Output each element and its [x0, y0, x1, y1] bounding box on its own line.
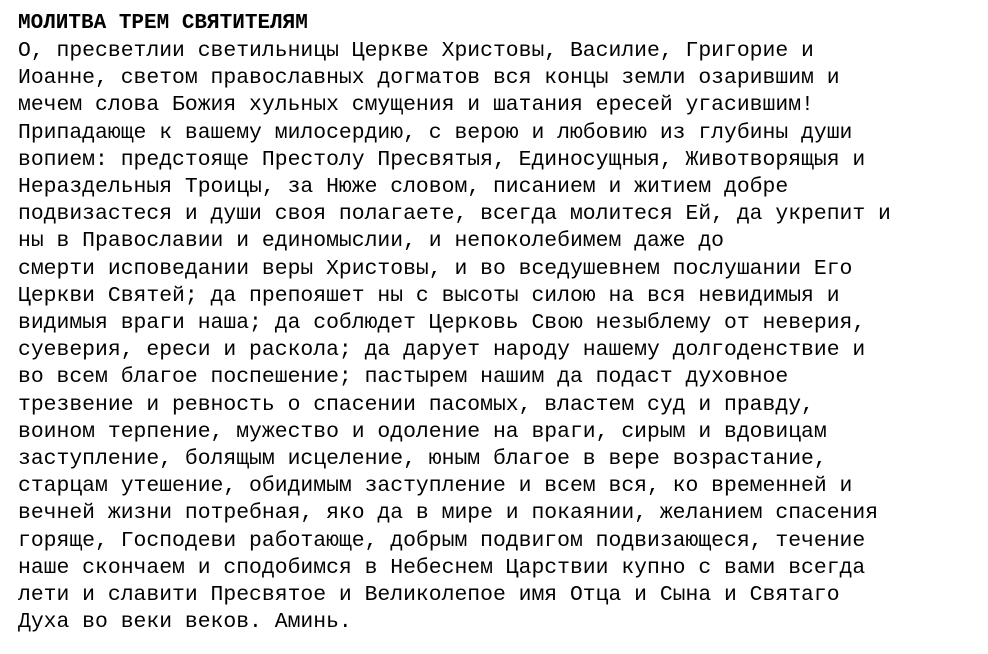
prayer-title: МОЛИТВА ТРЕМ СВЯТИТЕЛЯМ — [18, 12, 308, 35]
text-line: Припадающе к вашему милосердию, с верою и любовию из глубины души — [18, 120, 853, 145]
text-line: горяще, Господеви работающе, добрым подвигом подвизающеся, течение — [18, 528, 866, 553]
text-line: Нераздельныя Троицы, за Нюже словом, писанием и житием добре — [18, 175, 789, 200]
text-line: суеверия, ереси и раскола; да дарует народу нашему долгоденствие и — [18, 338, 866, 363]
text-line: воином терпение, мужество и одоление на враги, сирым и вдовицам — [18, 419, 827, 444]
document-body — [18, 10, 988, 636]
text-line: мечем слова Божия хульных смущения и шатания ересей угасившим! — [18, 93, 814, 118]
text-line: ны в Православии и единомыслии, и непоколебимем даже до — [18, 229, 725, 254]
text-line: Иоанне, светом православных догматов вся концы земли озарившим и — [18, 66, 840, 91]
text-line: лети и славити Пресвятое и Великолепое имя Отца и Сына и Святаго — [18, 583, 840, 608]
text-line: во всем благое поспешение; пастырем нашим да подаст духовное — [18, 365, 789, 390]
text-line: вопием: предстояще Престолу Пресвятыя, Единосущныя, Животворящыя и — [18, 147, 866, 172]
text-line: заступление, болящым исцеление, юным благое в вере возрастание, — [18, 447, 827, 472]
text-line: видимыя враги наша; да соблюдет Церковь Свою незыблему от неверия, — [18, 311, 866, 336]
text-line: наше скончаем и сподобимся в Небеснем Царствии купно с вами всегда — [18, 555, 866, 580]
text-line: О, пресветлии светильницы Церкве Христовы, Василие, Григорие и — [18, 39, 814, 63]
text-line: старцам утешение, обидимым заступление и всем вся, ко временней и — [18, 474, 853, 499]
text-line: подвизастеся и души своя полагаете, всегда молитеся Ей, да укрепит и — [18, 202, 891, 227]
text-line: вечней жизни потребная, яко да в мире и покаянии, желанием спасения — [18, 501, 879, 526]
text-line: смерти исповедании веры Христовы, и во вседушевнем послушании Его — [18, 256, 853, 281]
text-line: Духа во веки веков. Аминь. — [18, 610, 352, 635]
text-line: трезвение и ревность о спасении пасомых, властем суд и правду, — [18, 392, 814, 417]
text-line: Церкви Святей; да препояшет ны с высоты силою на вся невидимыя и — [18, 283, 840, 308]
